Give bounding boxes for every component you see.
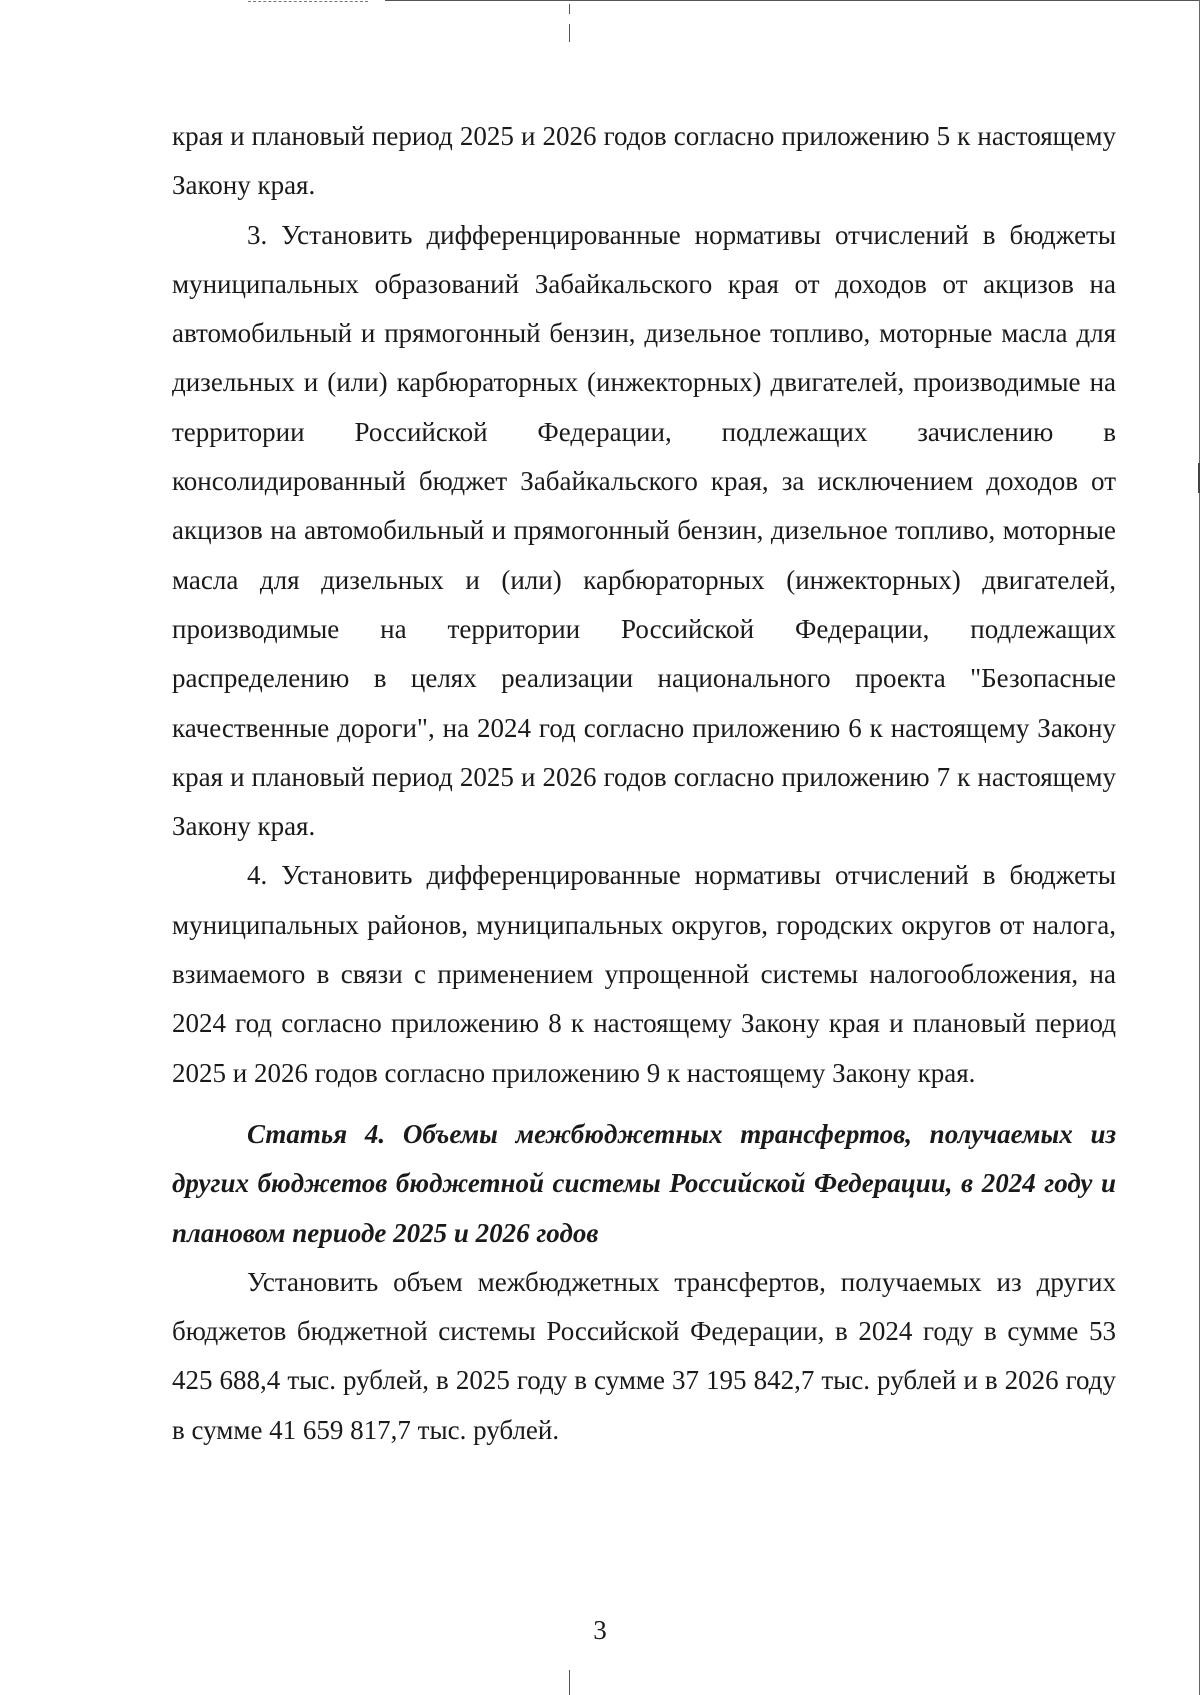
scan-fold-mark-bottom: [569, 1670, 570, 1695]
paragraph-item-3: 3. Установить дифференцированные нормативы отчислений в бюджеты муниципальных образований Забайкальского края от доходов от акцизов на автомобильный и прямогонный бензин, дизельное топливо, моторные масла для дизельных и (или) карбюраторных (инжекторных) двигателей, производимые на территории Российской Федерации, подлежащих зачислению в консолидированный бюджет Забайкальского края, за исключением доходов от акцизов на автомобильный и прямогонный бензин, дизельное топливо, моторные масла для дизельных и (или) карбюраторных (инжекторных) двигателей, производимые на территории Российской Федерации, подлежащих распределению в целях реализации национального проекта "Безопасные качественные дороги", на 2024 год согласно приложению 6 к настоящему Закону края и плановый период 2025 и 2026 годов согласно приложению 7 к настоящему Закону края.: [172, 219, 1116, 842]
scan-fold-mark-top: [569, 4, 570, 14]
page-number: 3: [593, 1615, 607, 1645]
article-4-text: Установить объем межбюджетных трансфертов, получаемых из других бюджетов бюджетной системы Российской Федерации, в 2024 году в сумме 53 425 688,4 тыс. рублей, в 2025 году в сумме 37 195 842,7 тыс. рублей и в 2026 году в сумме 41 659 817,7 тыс. рублей.: [172, 1266, 1116, 1445]
article-4-heading: Статья 4. Объемы межбюджетных трансфертов, получаемых из других бюджетов бюджетной системы Российской Федерации, в 2024 году и плановом периоде 2025 и 2026 годов: [172, 1118, 1116, 1248]
scan-edge-dash-top: [248, 1, 368, 2]
document-body: [172, 112, 1116, 1455]
scan-fold-mark-top-lower: [569, 24, 570, 42]
paragraph-item-4: 4. Установить дифференцированные нормативы отчислений в бюджеты муниципальных районов, муниципальных округов, городских округов от налога, взимаемого в связи с применением упрощенной системы налогообложения, на 2024 год согласно приложению 8 к настоящему Закону края и плановый период 2025 и 2026 годов согласно приложению 9 к настоящему Закону края.: [172, 860, 1116, 1088]
scan-edge-top: [385, 0, 1200, 1]
paragraph-continuation: края и плановый период 2025 и 2026 годов согласно приложению 5 к настоящему Закону края.: [172, 121, 1116, 201]
